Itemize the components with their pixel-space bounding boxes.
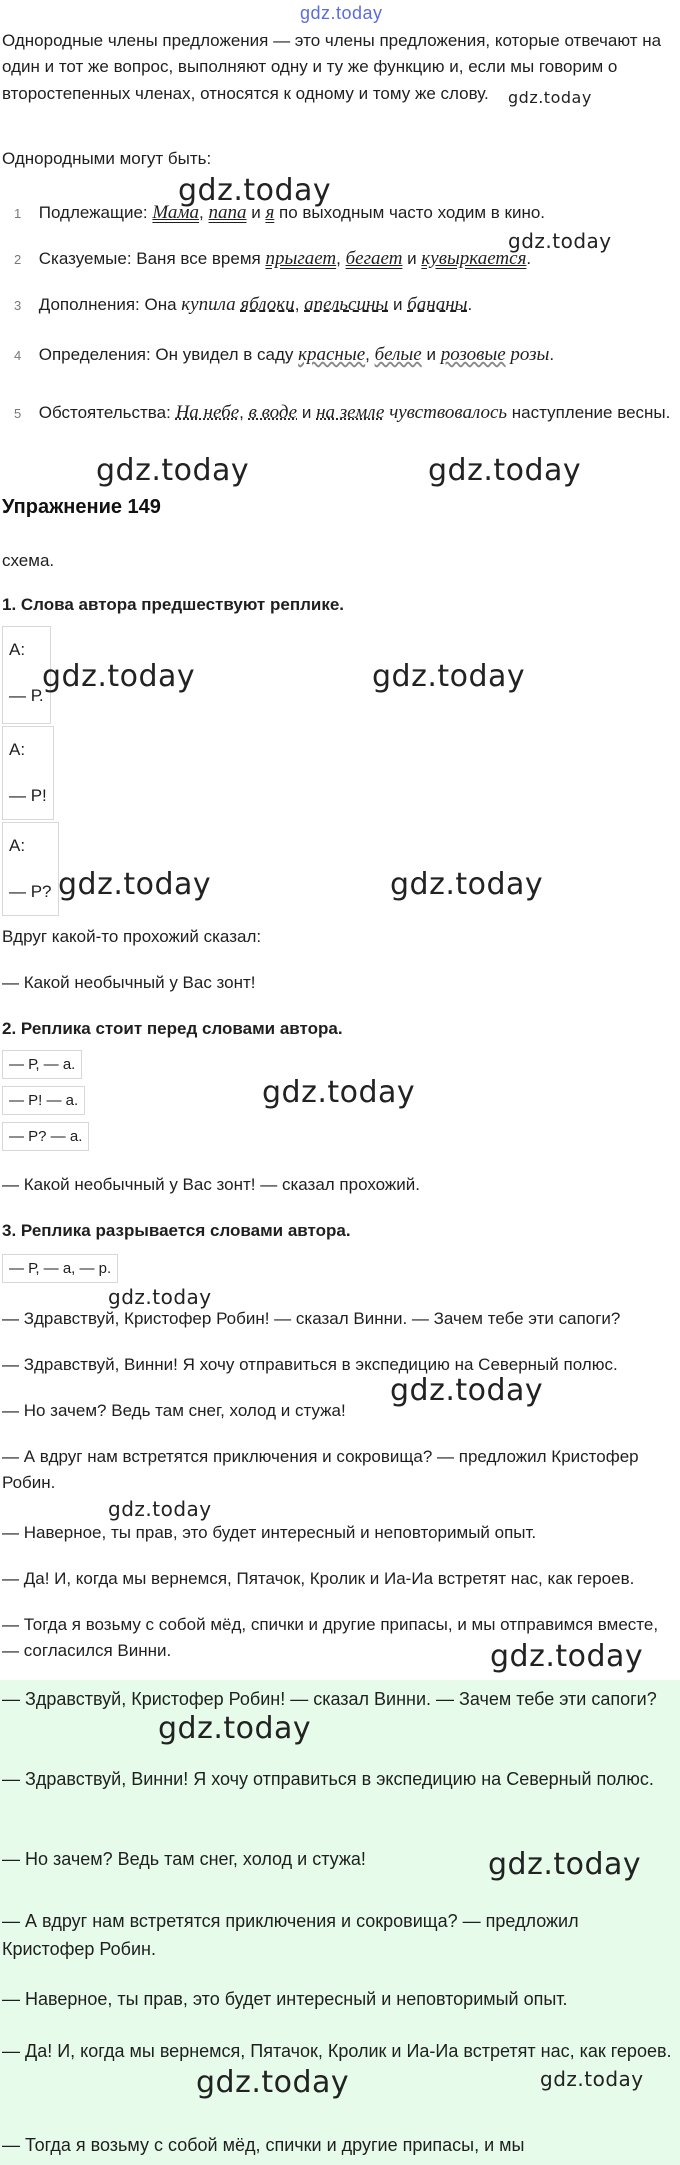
watermark: gdz.today	[508, 88, 592, 107]
theory-can-be: Однородными могут быть:	[2, 149, 212, 168]
watermark: gdz.today	[372, 659, 526, 694]
answer-line: — Тогда я возьму с собой мёд, спички и другие припасы, и мы	[2, 2135, 525, 2155]
scheme-box: — Р, — а.	[2, 1050, 82, 1079]
watermark: gdz.today	[390, 867, 544, 902]
dialogue-line: — Но зачем? Ведь там снег, холод и стужа!	[2, 1401, 346, 1420]
scheme-box: — Р, — а, — р.	[2, 1254, 118, 1283]
answer-line: — Наверное, ты прав, это будет интересный и неповторимый опыт.	[2, 1989, 568, 2009]
watermark: gdz.today	[488, 1847, 642, 1882]
case2-example: — Какой необычный у Вас зонт! — сказал прохожий.	[2, 1175, 421, 1194]
watermark: gdz.today	[540, 2067, 644, 2091]
case1-title: 1. Слова автора предшествуют реплике.	[2, 595, 345, 614]
answer-line: — Да! И, когда мы вернемся, Пятачок, Кролик и Иа-Иа встретят нас, как героев.	[2, 2041, 672, 2061]
scheme-box: А: — Р?	[2, 822, 59, 916]
list-item: 1 Подлежащие: Мама, папа и я по выходным часто ходим в кино.	[14, 202, 546, 223]
watermark: gdz.today	[262, 1075, 416, 1110]
schema-word: схема.	[2, 551, 55, 570]
dialogue-line: — Здравствуй, Винни! Я хочу отправиться в экспедицию на Северный полюс.	[2, 1355, 618, 1374]
theory-intro: Однородные члены предложения — это члены предложения, которые отвечают на один и тот же вопрос, выполняют одну и ту же функцию и, если мы говорим о второстепенных членах, относятся к одному и тому же слову.	[2, 31, 662, 103]
dialogue-line: — Да! И, когда мы вернемся, Пятачок, Кролик и Иа-Иа встретят нас, как героев.	[2, 1569, 635, 1588]
answer-line: — А вдруг нам встретятся приключения и сокровища? — предложил Кристофер Робин.	[2, 1911, 579, 1959]
dialogue-line: — Здравствуй, Кристофер Робин! — сказал Винни. — Зачем тебе эти сапоги?	[2, 1309, 621, 1328]
watermark: gdz.today	[196, 2065, 350, 2100]
scheme-box: — Р? — а.	[2, 1122, 89, 1151]
watermark: gdz.today	[96, 453, 250, 488]
case1-example-a: Вдруг какой-то прохожий сказал:	[2, 927, 262, 946]
case3-title: 3. Реплика разрывается словами автора.	[2, 1221, 351, 1240]
case1-example-b: — Какой необычный у Вас зонт!	[2, 973, 256, 992]
watermark: gdz.today	[428, 453, 582, 488]
list-item: 5 Обстоятельства: На небе, в воде и на земле чувствовалось наступление весны.	[14, 402, 671, 423]
watermark: gdz.today	[390, 1373, 544, 1408]
dialogue-line: — Наверное, ты прав, это будет интересный и неповторимый опыт.	[2, 1523, 537, 1542]
watermark: gdz.today	[108, 1285, 212, 1309]
case2-title: 2. Реплика стоит перед словами автора.	[2, 1019, 343, 1038]
exercise-title: Упражнение 149	[2, 496, 161, 518]
answer-line: — Здравствуй, Винни! Я хочу отправиться в экспедицию на Северный полюс.	[2, 1769, 654, 1789]
answer-line: — Здравствуй, Кристофер Робин! — сказал Винни. — Зачем тебе эти сапоги?	[2, 1689, 657, 1709]
dialogue-line: — Тогда я возьму с собой мёд, спички и другие припасы, и мы отправимся вместе, — согласился Винни.	[2, 1615, 659, 1661]
watermark: gdz.today	[58, 867, 212, 902]
watermark: gdz.today	[158, 1711, 312, 1746]
watermark: gdz.today	[42, 659, 196, 694]
scheme-box: А: — Р!	[2, 726, 54, 820]
watermark: gdz.today	[508, 229, 612, 253]
site-logo[interactable]: gdz.today	[300, 3, 383, 23]
watermark: gdz.today	[178, 173, 332, 208]
list-item: 3 Дополнения: Она купила яблоки, апельсины и бананы.	[14, 294, 473, 315]
scheme-box: — Р! — а.	[2, 1086, 85, 1115]
list-item: 4 Определения: Он увидел в саду красные, белые и розовые розы.	[14, 344, 555, 365]
list-item: 2 Сказуемые: Ваня все время прыгает, бегает и кувыркается.	[14, 248, 532, 269]
watermark: gdz.today	[108, 1497, 212, 1521]
scheme-box: А: — Р.	[2, 626, 51, 724]
watermark: gdz.today	[490, 1639, 644, 1674]
dialogue-line: — А вдруг нам встретятся приключения и сокровища? — предложил Кристофер Робин.	[2, 1447, 639, 1493]
answer-line: — Но зачем? Ведь там снег, холод и стужа!	[2, 1849, 366, 1869]
